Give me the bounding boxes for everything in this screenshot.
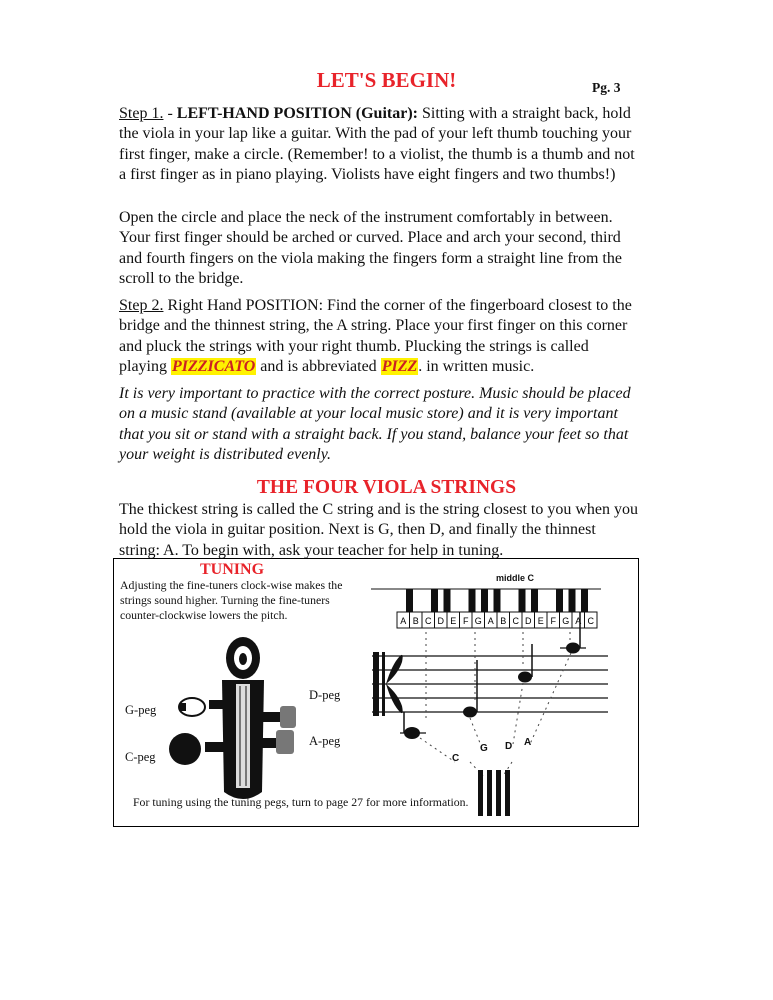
keyboard-key-label: A xyxy=(575,616,582,626)
d-peg-label: D-peg xyxy=(309,688,341,702)
note-g xyxy=(463,707,477,718)
fine-tuners-icon xyxy=(478,770,510,816)
black-key xyxy=(431,589,438,612)
keyboard-key-label: C xyxy=(425,616,432,626)
black-key xyxy=(494,589,501,612)
pizzicato-highlight: PIZZICATO xyxy=(172,358,256,376)
keyboard-key-label: F xyxy=(550,616,556,626)
note-c xyxy=(404,727,420,739)
a-peg-label: A-peg xyxy=(309,734,341,748)
black-key xyxy=(531,589,538,612)
black-key xyxy=(469,589,476,612)
strings-section-title: THE FOUR VIOLA STRINGS xyxy=(256,477,517,498)
keyboard-key-label: A xyxy=(487,616,494,626)
alto-clef-staff xyxy=(372,612,608,816)
black-key xyxy=(581,589,588,612)
step2-label: Step 2. xyxy=(119,297,164,314)
g-peg-label: G-peg xyxy=(125,703,157,717)
step2-text-a: Right Hand POSITION: Find the corner of the fingerboard closest to the bridge and the thinnest string, the A string. Place your first finger on this corner and pluck the strings with your right thumb. Plucking the strings is called playing xyxy=(119,297,632,376)
page-number: Pg. 3 xyxy=(592,80,621,95)
middle-c-label: middle C xyxy=(496,573,535,583)
keyboard-key-label: F xyxy=(463,616,469,626)
c-peg-label: C-peg xyxy=(125,750,156,764)
keyboard-key-label: G xyxy=(474,616,482,626)
string-note-label: D xyxy=(505,741,513,752)
step1-sep: - xyxy=(163,105,177,122)
step2-text-c: . in written music. xyxy=(418,358,535,376)
keyboard-key-label: D xyxy=(525,616,532,626)
tuning-text: Adjusting the fine-tuners clock-wise makes the strings sound higher. Turning the fine-tuners counter-clockwise lowers the pitch. xyxy=(120,578,343,622)
viola-scroll-icon xyxy=(169,637,296,799)
step1-paragraph-2: Open the circle and place the neck of the instrument comfortably in between. Your first finger should be arched or curved. Place and arch your second, third and fourth fingers on the viola making the fingers form a straight line from the scroll to the bridge. xyxy=(119,209,622,288)
keyboard-key-label: E xyxy=(537,616,544,626)
step1-heading: LEFT-HAND POSITION (Guitar): xyxy=(176,105,418,122)
tuning-title: TUNING xyxy=(200,561,265,578)
keyboard-key-label: B xyxy=(412,616,419,626)
posture-note: It is very important to practice with the correct posture. Music should be placed on a music stand (available at your local music store) and it is very important that you sit or stand with a straight back. If you stand, balance your feet so that your weight is distributed evenly. xyxy=(119,385,631,464)
black-key xyxy=(481,589,488,612)
black-key xyxy=(556,589,563,612)
pizz-highlight: PIZZ xyxy=(381,358,418,376)
page-title: LET'S BEGIN! xyxy=(316,68,457,92)
alto-clef-icon xyxy=(373,652,379,716)
keyboard-key-label: C xyxy=(587,616,594,626)
black-key xyxy=(444,589,451,612)
keyboard-key-label: D xyxy=(437,616,444,626)
step1-label: Step 1. xyxy=(119,105,164,122)
black-key xyxy=(406,589,413,612)
step1-text: Sitting with a straight back, hold the viola in your lap like a guitar. With the pad of your left thumb touching your first finger, make a circle. (Remember! to a violist, the thumb is a thumb and not a first finger as in piano playing. Violists have eight fingers and two thumbs!) xyxy=(119,105,635,184)
keyboard-key-label: G xyxy=(562,616,570,626)
keyboard-key-label: B xyxy=(500,616,507,626)
strings-paragraph: The thickest string is called the C string and is the string closest to you when you hold the viola in guitar position. Next is G, then D, and finally the thinnest string: A. To begin with, ask your teacher for help in tuning. xyxy=(119,501,639,559)
black-key xyxy=(519,589,526,612)
keyboard-key-label: E xyxy=(450,616,457,626)
step2-text-b: and is abbreviated xyxy=(256,358,381,376)
note-a xyxy=(566,643,580,654)
tuning-footer: For tuning using the tuning pegs, turn to page 27 for more information. xyxy=(133,795,469,809)
keyboard-key-label: A xyxy=(400,616,407,626)
string-note-label: C xyxy=(452,753,460,764)
keyboard-key-label: C xyxy=(512,616,519,626)
string-note-label: A xyxy=(524,737,532,748)
keyboard-keys xyxy=(400,589,594,628)
black-key xyxy=(569,589,576,612)
string-note-label: G xyxy=(480,743,488,754)
note-d xyxy=(518,672,532,683)
